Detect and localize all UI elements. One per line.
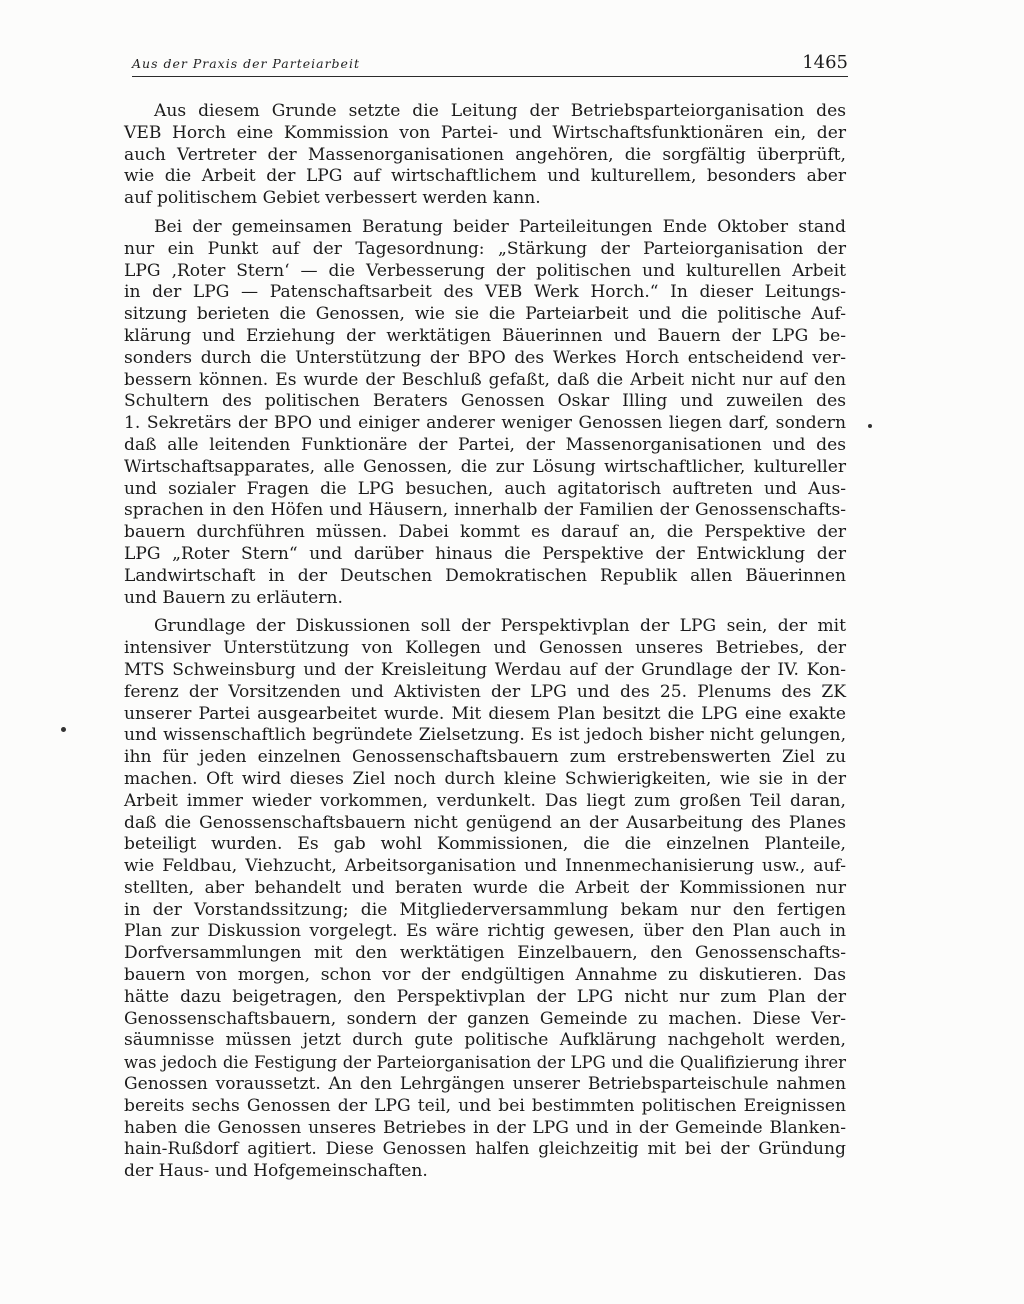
text-line: nur ein Punkt auf der Tagesordnung: „Stärkung der Parteiorganisation der <box>124 238 846 259</box>
text-line: LPG ‚Roter Stern‘ — die Verbesserung der politischen und kulturellen Arbeit <box>124 260 846 281</box>
text-line: Grundlage der Diskussionen soll der Perspektivplan der LPG sein, der mit <box>154 616 846 637</box>
paragraph <box>124 217 846 609</box>
text-line: hätte dazu beigetragen, den Perspektivplan der LPG nicht nur zum Plan der <box>124 986 846 1007</box>
paragraph <box>124 101 846 210</box>
text-line: daß alle leitenden Funktionäre der Partei, der Massenorganisationen und des <box>124 434 846 455</box>
text-line: Arbeit immer wieder vorkommen, verdunkelt. Das liegt zum großen Teil daran, <box>124 790 846 811</box>
text-line: und Bauern zu erläutern. <box>124 587 343 608</box>
text-line: Bei der gemeinsamen Beratung beider Parteileitungen Ende Oktober stand <box>154 216 846 237</box>
text-line: der Haus- und Hofgemeinschaften. <box>124 1161 428 1182</box>
text-line: auf politischem Gebiet verbessert werden kann. <box>124 188 541 209</box>
text-line: ferenz der Vorsitzenden und Aktivisten der LPG und des 25. Plenums des ZK <box>124 681 846 702</box>
text-line: bereits sechs Genossen der LPG teil, und bei bestimmten politischen Ereignissen <box>124 1095 846 1116</box>
text-line: wie die Arbeit der LPG auf wirtschaftlichem und kulturellem, besonders aber <box>124 166 846 187</box>
print-speck <box>868 424 872 428</box>
text-line: Genossen voraussetzt. An den Lehrgängen unserer Betriebsparteischule nahmen <box>124 1074 846 1095</box>
text-line: intensiver Unterstützung von Kollegen und Genossen unseres Betriebes, der <box>124 638 846 659</box>
running-title: Aus der Praxis der Parteiarbeit <box>132 56 360 71</box>
text-line: sonders durch die Unterstützung der BPO des Werkes Horch entscheidend ver- <box>124 347 846 368</box>
text-line: Wirtschaftsapparates, alle Genossen, die zur Lösung wirtschaftlicher, kultureller <box>124 456 846 477</box>
text-line: in der Vorstandssitzung; die Mitgliederversammlung bekam nur den fertigen <box>124 899 846 920</box>
text-line: sitzung berieten die Genossen, wie sie die Parteiarbeit und die politische Auf- <box>124 304 846 325</box>
text-line: sprachen in den Höfen und Häusern, innerhalb der Familien der Genossenschafts- <box>124 500 846 521</box>
text-line: wie Feldbau, Viehzucht, Arbeitsorganisation und Innenmechanisierung usw., auf- <box>124 856 846 877</box>
text-line: und sozialer Fragen die LPG besuchen, auch agitatorisch auftreten und Aus- <box>124 478 846 499</box>
text-line: was jedoch die Festigung der Parteiorganisation der LPG und die Qualifizierung ihrer <box>124 1053 846 1073</box>
body-text <box>124 101 846 1183</box>
page-number: 1465 <box>802 52 848 73</box>
text-line: LPG „Roter Stern“ und darüber hinaus die Perspektive der Entwicklung der <box>124 543 846 564</box>
text-line: stellten, aber behandelt und beraten wurde die Arbeit der Kommissionen nur <box>124 877 846 898</box>
text-line: machen. Oft wird dieses Ziel noch durch kleine Schwierigkeiten, wie sie in der <box>124 768 846 789</box>
text-line: klärung und Erziehung der werktätigen Bäuerinnen und Bauern der LPG be- <box>124 325 846 346</box>
text-line: und wissenschaftlich begründete Zielsetzung. Es ist jedoch bisher nicht gelungen, <box>124 725 846 746</box>
text-line: bauern von morgen, schon vor der endgültigen Annahme zu diskutieren. Das <box>124 965 846 986</box>
text-line: MTS Schweinsburg und der Kreisleitung Werdau auf der Grundlage der IV. Kon- <box>124 659 846 680</box>
text-line: daß die Genossenschaftsbauern nicht genügend an der Ausarbeitung des Planes <box>124 812 846 833</box>
text-line: VEB Horch eine Kommission von Partei- und Wirtschaftsfunktionären ein, der <box>124 122 846 143</box>
text-line: Schultern des politischen Beraters Genossen Oskar Illing und zuweilen des <box>124 391 846 412</box>
print-speck <box>61 727 66 732</box>
text-line: ihn für jeden einzelnen Genossenschaftsbauern zum erstrebenswerten Ziel zu <box>124 747 846 768</box>
text-line: bessern können. Es wurde der Beschluß gefaßt, daß die Arbeit nicht nur auf den <box>124 369 846 390</box>
text-line: hain-Rußdorf agitiert. Diese Genossen halfen gleichzeitig mit bei der Gründung <box>124 1139 846 1160</box>
text-line: auch Vertreter der Massenorganisationen angehören, die sorgfältig überprüft, <box>124 144 846 165</box>
page-header <box>132 46 848 77</box>
text-line: in der LPG — Patenschaftsarbeit des VEB Werk Horch.“ In dieser Leitungs- <box>124 282 846 303</box>
text-line: haben die Genossen unseres Betriebes in der LPG und in der Gemeinde Blanken- <box>124 1117 846 1138</box>
text-line: Aus diesem Grunde setzte die Leitung der Betriebsparteiorganisation des <box>154 101 846 121</box>
text-line: Dorfversammlungen mit den werktätigen Einzelbauern, den Genossenschafts- <box>124 943 846 964</box>
text-line: beteiligt wurden. Es gab wohl Kommissionen, die die einzelnen Planteile, <box>124 834 846 855</box>
text-line: Genossenschaftsbauern, sondern der ganzen Gemeinde zu machen. Diese Ver- <box>124 1008 846 1029</box>
text-line: 1. Sekretärs der BPO und einiger anderer weniger Genossen liegen darf, sondern <box>124 413 846 434</box>
text-line: Landwirtschaft in der Deutschen Demokratischen Republik allen Bäuerinnen <box>124 565 846 586</box>
text-line: Plan zur Diskussion vorgelegt. Es wäre richtig gewesen, über den Plan auch in <box>124 921 846 942</box>
text-line: bauern durchführen müssen. Dabei kommt es darauf an, die Perspektive der <box>124 522 846 543</box>
text-line: unserer Partei ausgearbeitet wurde. Mit diesem Plan besitzt die LPG eine exakte <box>124 703 846 724</box>
paragraph <box>124 616 846 1183</box>
text-line: säumnisse müssen jetzt durch gute politische Aufklärung nachgeholt werden, <box>124 1030 846 1051</box>
